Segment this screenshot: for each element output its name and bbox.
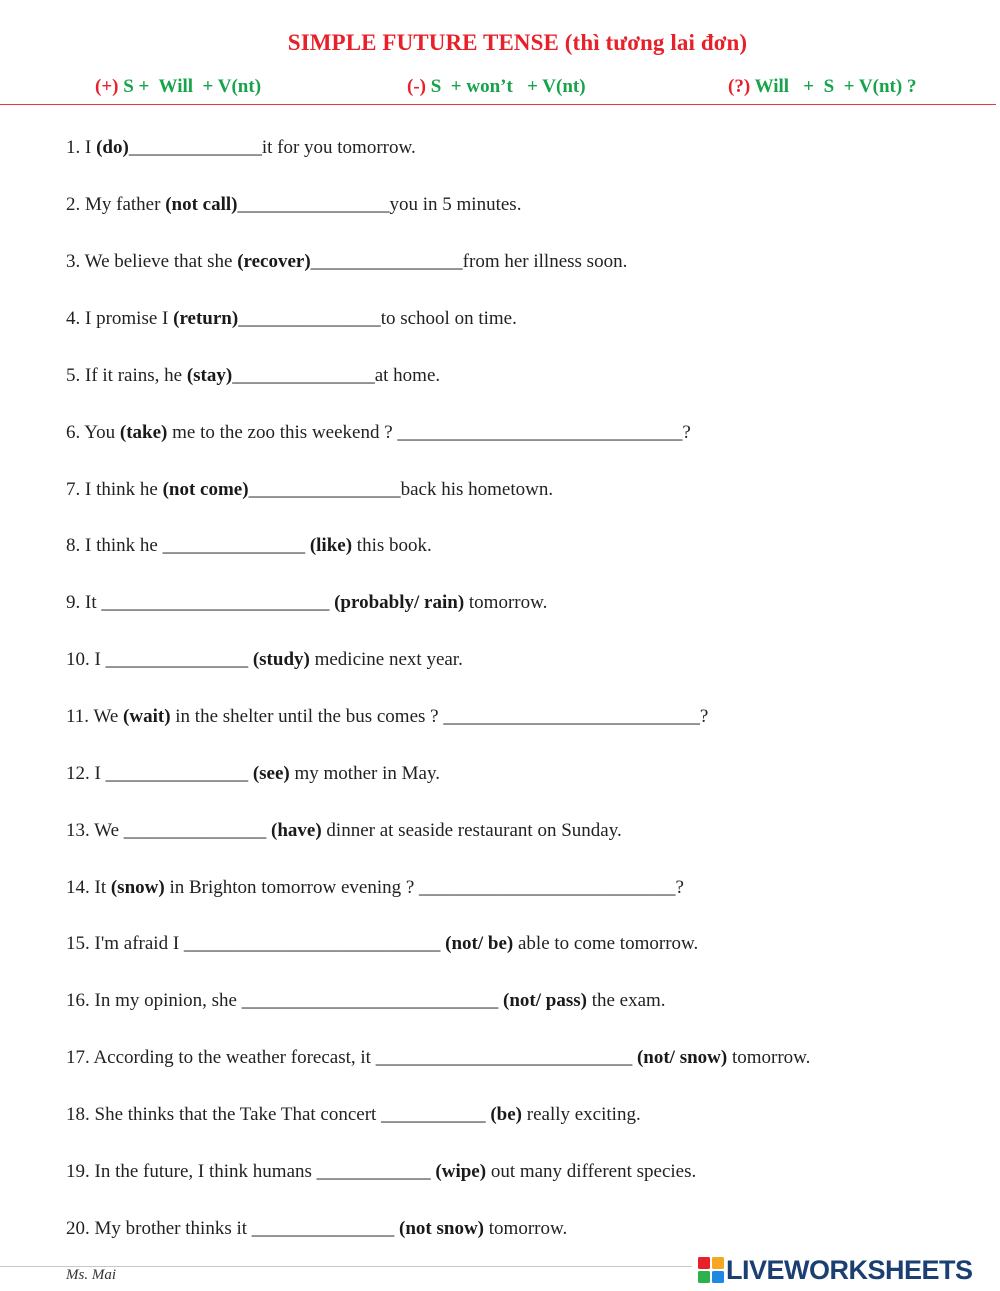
question-18: 18. She thinks that the Take That concert ___________ (be) really exciting. bbox=[66, 1104, 641, 1125]
question-17: 17. According to the weather forecast, it ___________________________ (not/ snow) tomorrow. bbox=[66, 1047, 811, 1068]
verb-hint: (wait) bbox=[123, 706, 171, 727]
question-4: 4. I promise I (return)_______________to school on time. bbox=[66, 308, 517, 329]
liveworksheets-logo[interactable] bbox=[698, 1253, 973, 1287]
formula-positive bbox=[95, 76, 261, 98]
formula-question-sign: (?) bbox=[728, 76, 751, 97]
question-11: 11. We (wait) in the shelter until the bus comes ? ___________________________? bbox=[66, 706, 709, 727]
verb-hint: (see) bbox=[252, 763, 290, 784]
liveworksheets-logo-text: LIVEWORKSHEETS bbox=[726, 1254, 973, 1285]
question-3: 3. We believe that she (recover)________________from her illness soon. bbox=[66, 251, 628, 272]
question-8: 8. I think he _______________ (like) this book. bbox=[66, 535, 432, 556]
verb-hint: (have) bbox=[271, 820, 322, 841]
verb-hint: (not/ snow) bbox=[636, 1047, 728, 1068]
verb-hint: (recover) bbox=[237, 251, 311, 272]
verb-hint: (take) bbox=[119, 422, 168, 443]
question-10: 10. I _______________ (study) medicine next year. bbox=[66, 649, 463, 670]
verb-hint: (not snow) bbox=[399, 1218, 485, 1239]
question-9: 9. It ________________________ (probably/ rain) tomorrow. bbox=[66, 592, 548, 613]
formula-positive-sign: (+) bbox=[95, 76, 119, 97]
liveworksheets-logo-icon bbox=[698, 1257, 724, 1283]
formula-negative bbox=[407, 76, 586, 98]
question-7: 7. I think he (not come)________________back his hometown. bbox=[66, 479, 554, 500]
question-20: 20. My brother thinks it _______________ (not snow) tomorrow. bbox=[66, 1218, 568, 1239]
verb-hint: (not/ pass) bbox=[503, 990, 587, 1011]
verb-hint: (not call) bbox=[165, 194, 238, 215]
verb-hint: (stay) bbox=[186, 365, 233, 386]
formula-negative-text: S + won’t + V(nt) bbox=[425, 76, 586, 97]
question-6: 6. You (take) me to the zoo this weekend ? ______________________________? bbox=[66, 422, 691, 443]
formula-question bbox=[728, 76, 916, 98]
question-19: 19. In the future, I think humans ____________ (wipe) out many different species. bbox=[66, 1161, 697, 1182]
formula-positive-text: S + Will + V(nt) bbox=[118, 76, 262, 97]
worksheet-title: SIMPLE FUTURE TENSE (thì tương lai đơn) bbox=[287, 30, 748, 55]
question-13: 13. We _______________ (have) dinner at seaside restaurant on Sunday. bbox=[66, 820, 622, 841]
author-name: Ms. Mai bbox=[66, 1267, 116, 1283]
verb-hint: (not/ be) bbox=[445, 933, 514, 954]
verb-hint: (study) bbox=[252, 649, 310, 670]
verb-hint: (like) bbox=[309, 535, 353, 556]
verb-hint: (wipe) bbox=[435, 1161, 487, 1182]
formula-question-text: Will + S + V(nt) ? bbox=[750, 76, 917, 97]
question-15: 15. I'm afraid I ___________________________ (not/ be) able to come tomorrow. bbox=[66, 933, 699, 954]
verb-hint: (snow) bbox=[110, 877, 165, 898]
formula-negative-sign: (-) bbox=[407, 76, 426, 97]
verb-hint: (return) bbox=[173, 308, 239, 329]
question-16: 16. In my opinion, she ___________________________ (not/ pass) the exam. bbox=[66, 990, 666, 1011]
header-divider bbox=[0, 104, 996, 105]
verb-hint: (do) bbox=[96, 137, 129, 158]
verb-hint: (be) bbox=[490, 1104, 522, 1125]
verb-hint: (probably/ rain) bbox=[334, 592, 465, 613]
question-14: 14. It (snow) in Brighton tomorrow evening ? ___________________________? bbox=[66, 877, 684, 898]
question-2: 2. My father (not call)________________you in 5 minutes. bbox=[66, 194, 522, 215]
question-12: 12. I _______________ (see) my mother in May. bbox=[66, 763, 440, 784]
question-1: 1. I (do)______________it for you tomorrow. bbox=[66, 137, 416, 158]
question-5: 5. If it rains, he (stay)_______________at home. bbox=[66, 365, 441, 386]
verb-hint: (not come) bbox=[162, 479, 249, 500]
